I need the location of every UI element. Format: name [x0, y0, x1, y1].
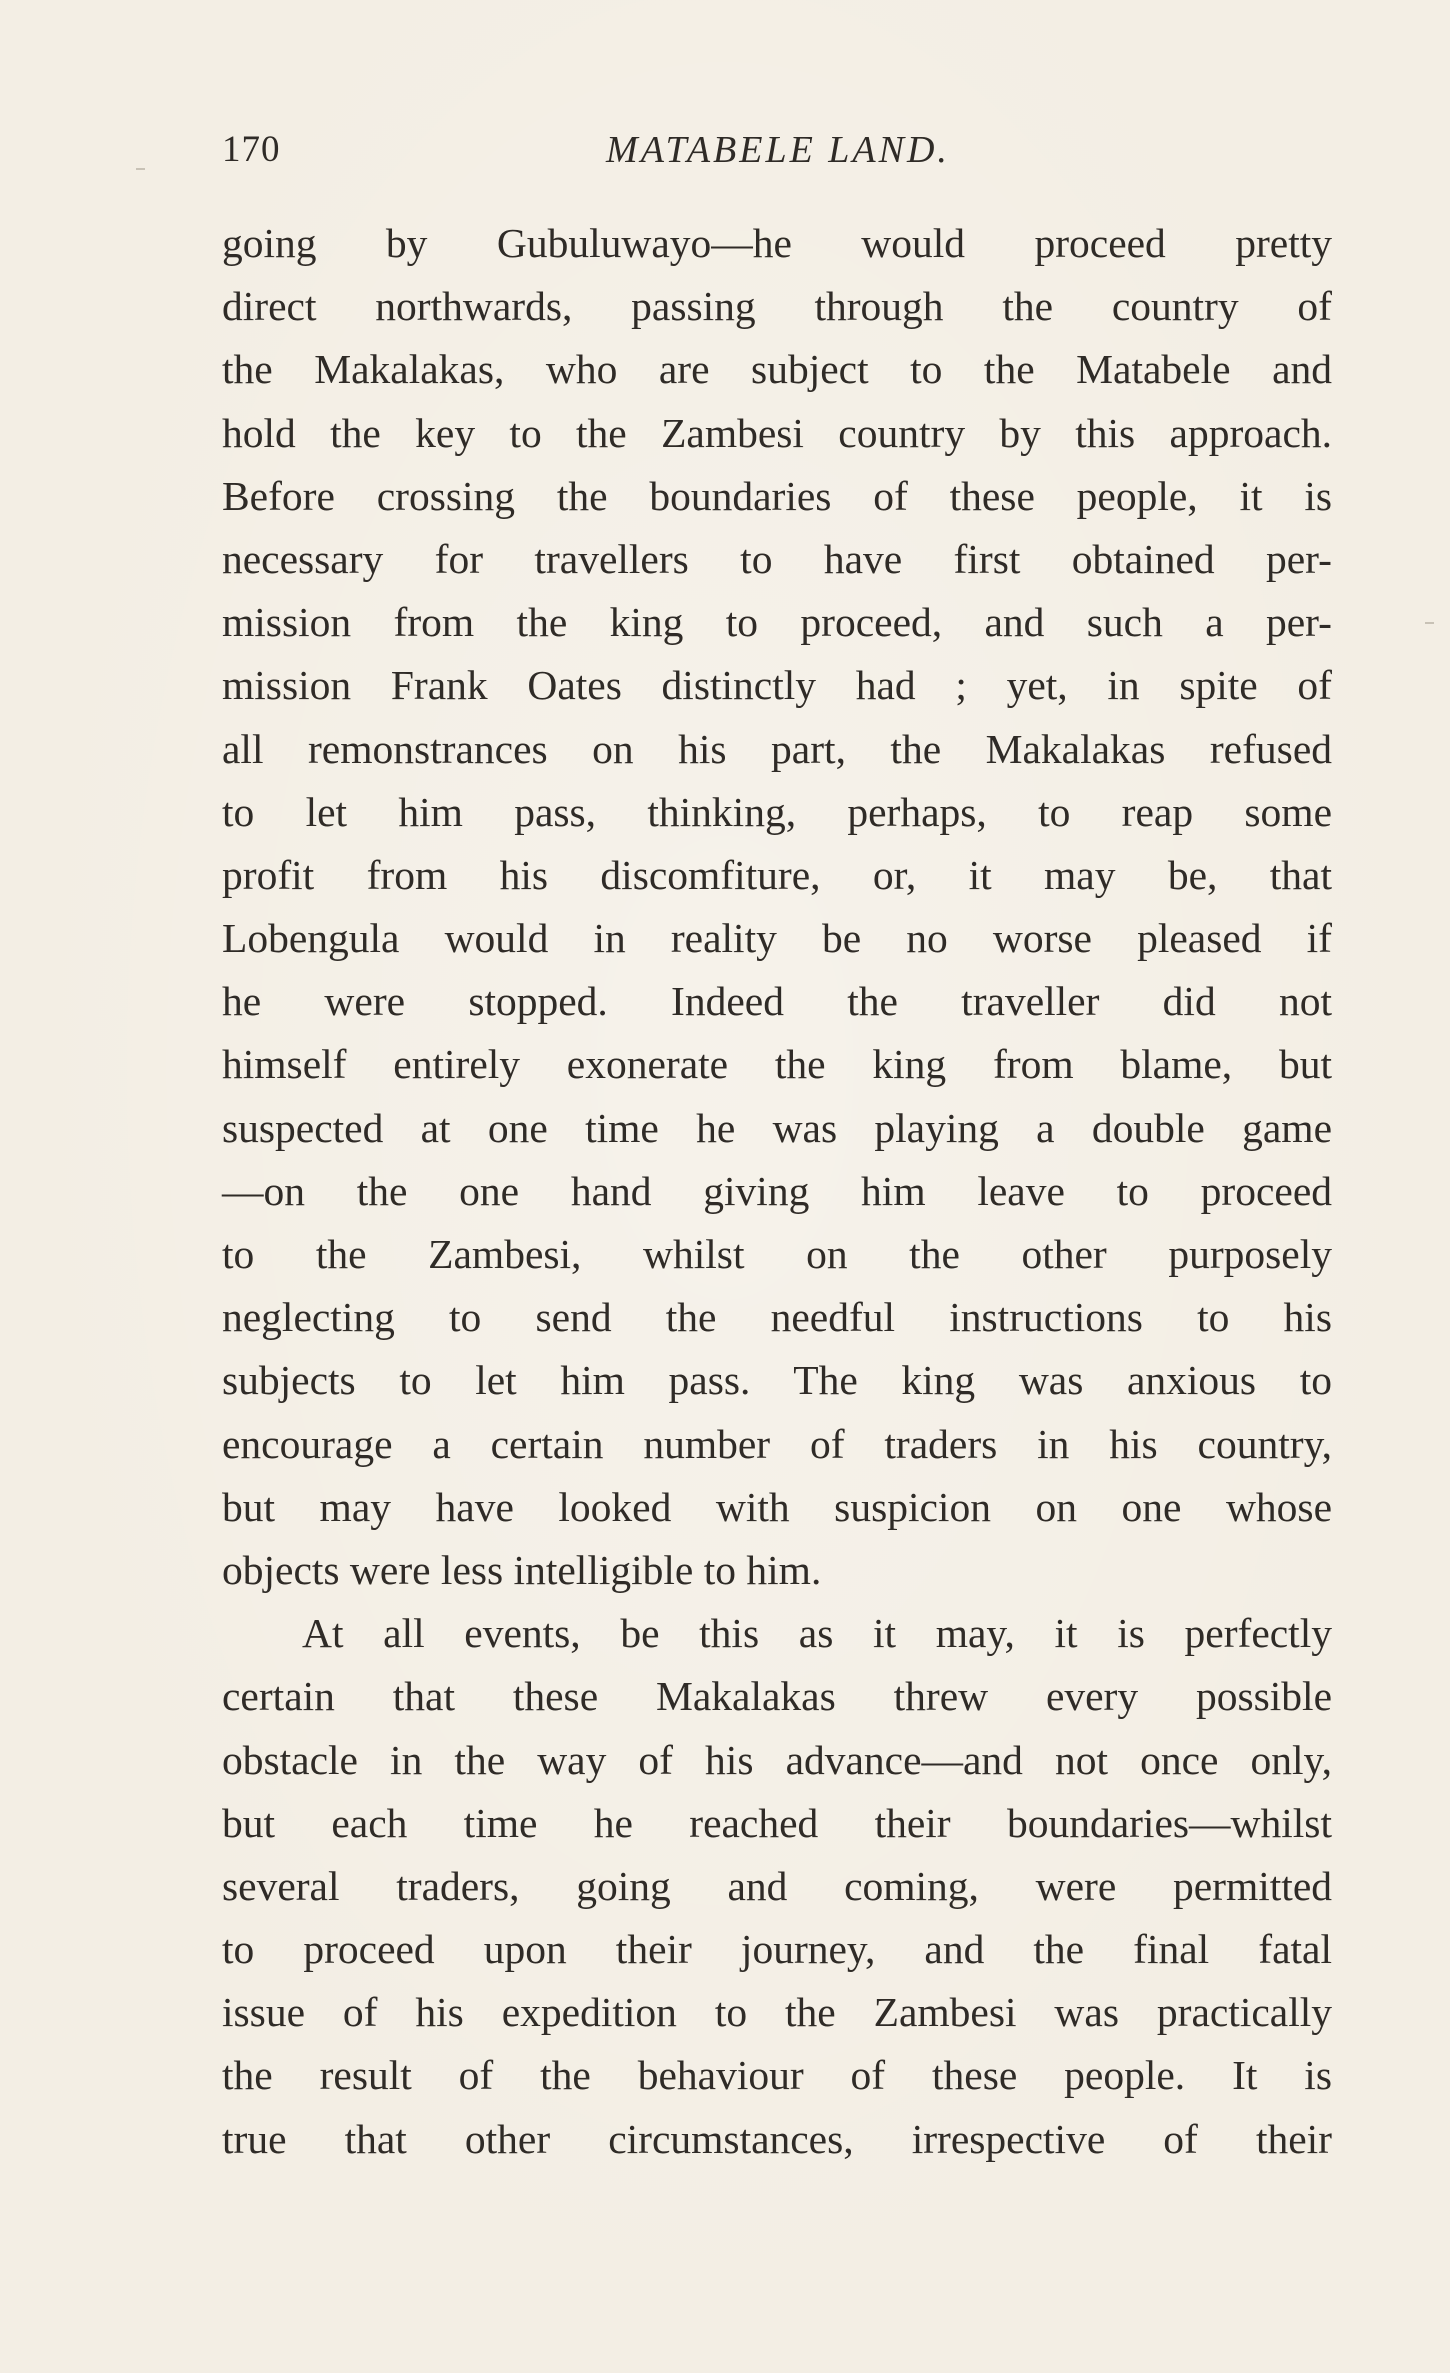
text-line: At all events, be this as it may, it is perfectly [302, 1610, 1332, 1657]
text-line: true that other circumstances, irrespective of their [222, 2115, 1332, 2162]
text-line: but may have looked with suspicion on one whose [222, 1483, 1332, 1530]
text-line: Before crossing the boundaries of these people, it is [222, 472, 1332, 519]
text-line: he were stopped. Indeed the traveller did not [222, 978, 1332, 1025]
text-line: the result of the behaviour of these people. It is [222, 2052, 1332, 2099]
text-line: himself entirely exonerate the king from blame, but [222, 1041, 1332, 1088]
text-line: obstacle in the way of his advance—and not once only, [222, 1736, 1332, 1783]
text-line: suspected at one time he was playing a double game [222, 1104, 1332, 1151]
text-line: to the Zambesi, whilst on the other purposely [222, 1231, 1332, 1277]
margin-mark [1425, 622, 1434, 624]
text-line: certain that these Makalakas threw every possible [222, 1673, 1332, 1720]
text-line: necessary for travellers to have first obtained per- [222, 535, 1332, 582]
text-line: —on the one hand giving him leave to proceed [222, 1167, 1332, 1214]
text-line: mission from the king to proceed, and such a per- [222, 599, 1332, 646]
text-line: the Makalakas, who are subject to the Matabele and [222, 346, 1332, 393]
text-line: to proceed upon their journey, and the final fatal [222, 1926, 1332, 1973]
text-line: Lobengula would in reality be no worse pleased if [222, 915, 1332, 962]
text-line: but each time he reached their boundaries—whilst [222, 1799, 1332, 1846]
text-line: subjects to let him pass. The king was anxious to [222, 1357, 1332, 1404]
body-text [222, 212, 1332, 2171]
page-number: 170 [222, 129, 281, 170]
margin-mark [136, 168, 145, 170]
running-title: MATABELE LAND. [606, 129, 950, 171]
text-line: all remonstrances on his part, the Makalakas refused [222, 725, 1332, 772]
text-line: mission Frank Oates distinctly had ; yet, in spite of [222, 662, 1332, 709]
text-line: neglecting to send the needful instructions to his [222, 1294, 1332, 1341]
text-line: profit from his discomfiture, or, it may be, that [222, 851, 1332, 898]
text-line: several traders, going and coming, were permitted [222, 1862, 1332, 1909]
text-line: objects were less intelligible to him. [222, 1546, 822, 1593]
text-line: issue of his expedition to the Zambesi was practically [222, 1989, 1332, 2036]
text-line: to let him pass, thinking, perhaps, to reap some [222, 788, 1332, 835]
text-line: direct northwards, passing through the country of [222, 283, 1332, 330]
text-line: hold the key to the Zambesi country by this approach. [222, 409, 1332, 456]
text-line: encourage a certain number of traders in his country, [222, 1420, 1332, 1467]
text-line: going by Gubuluwayo—he would proceed pretty [222, 220, 1332, 266]
running-head [222, 128, 1334, 178]
